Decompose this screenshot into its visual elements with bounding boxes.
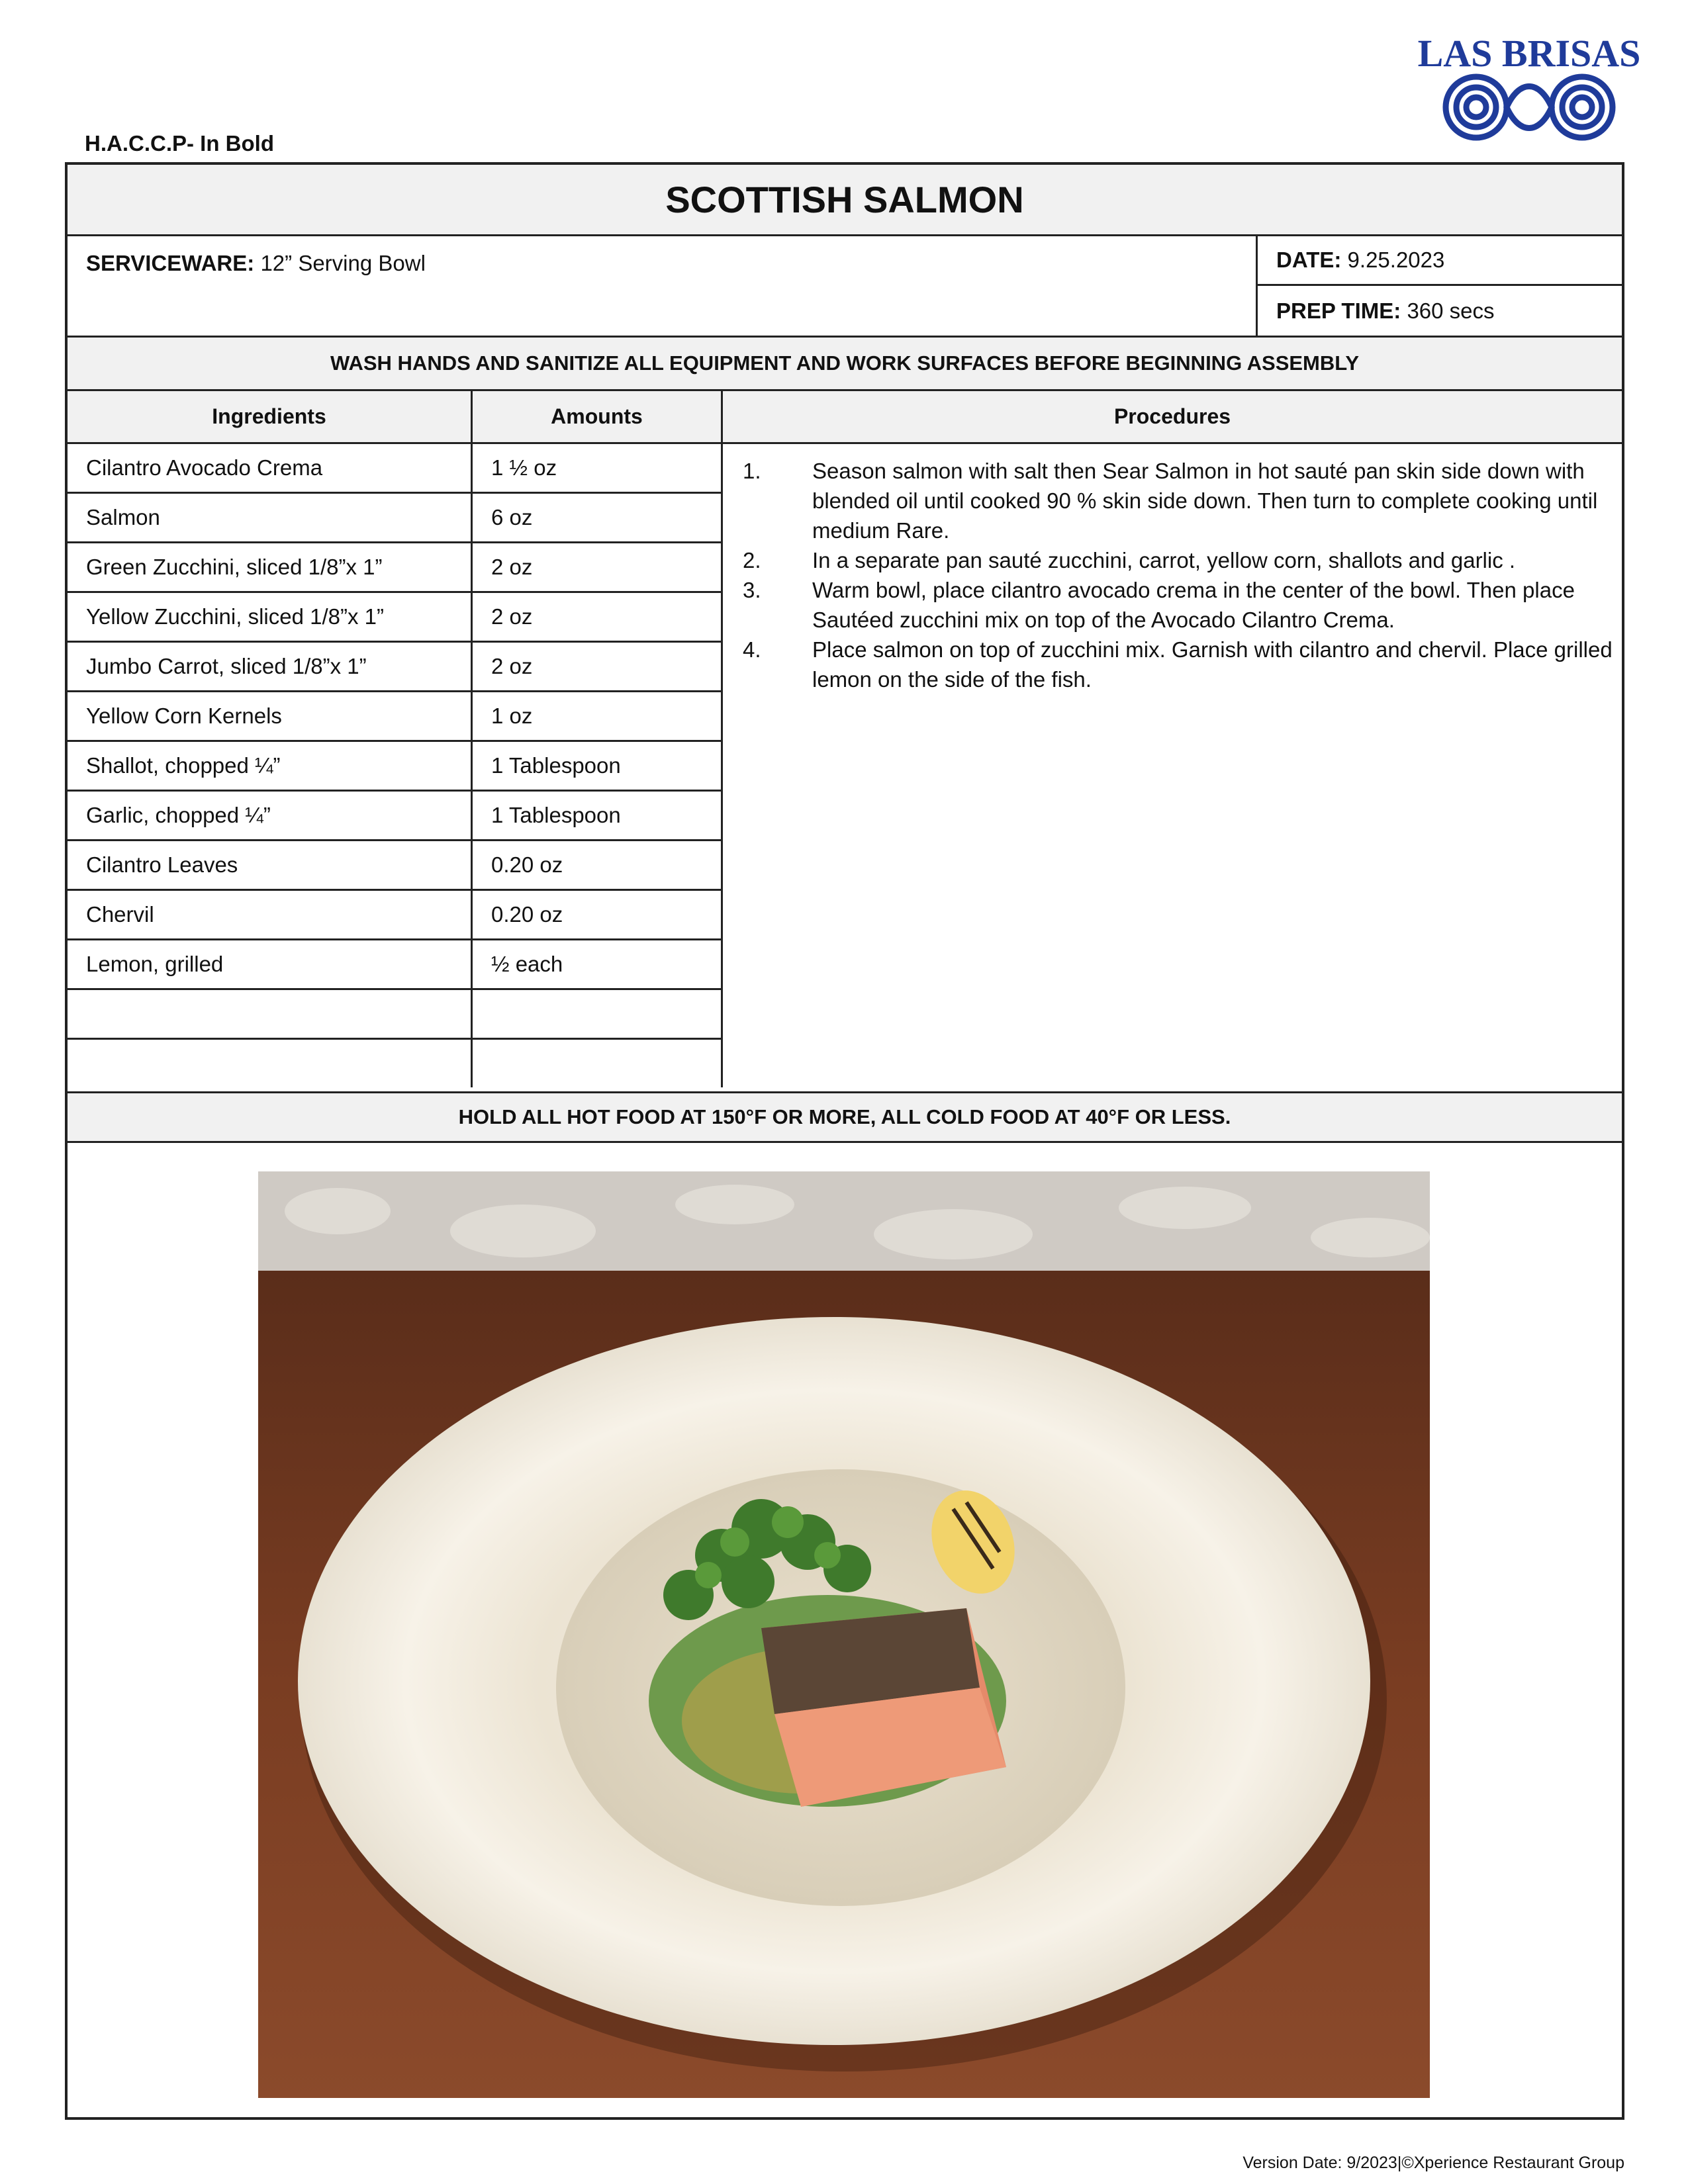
ingredient-amount: 1 Tablespoon bbox=[473, 742, 723, 790]
ingredient-name: Cilantro Avocado Crema bbox=[68, 444, 473, 492]
ingredient-amount bbox=[473, 990, 723, 1038]
ingredients-table bbox=[68, 444, 723, 1087]
ingredient-name: Green Zucchini, sliced 1/8”x 1” bbox=[68, 543, 473, 591]
version-footer: Version Date: 9/2023|©Xperience Restaurant Group bbox=[1243, 2154, 1624, 2172]
procedure-step bbox=[743, 575, 1656, 635]
table-row-empty bbox=[68, 1040, 723, 1087]
ingredient-name: Shallot, chopped ¼” bbox=[68, 742, 473, 790]
dish-photo bbox=[258, 1171, 1430, 2098]
step-text: Warm bowl, place cilantro avocado crema in the center of the bowl. Then place Sautéed zucchini mix on top of the Avocado Cilantro Crema. bbox=[812, 578, 1575, 632]
ingredient-amount bbox=[473, 1040, 723, 1087]
table-row bbox=[68, 841, 723, 891]
ingredient-amount: 2 oz bbox=[473, 543, 723, 591]
procedures-header: Procedures bbox=[723, 391, 1622, 444]
step-number: 2. bbox=[743, 548, 761, 572]
procedure-step bbox=[743, 456, 1656, 545]
ingredient-amount: 1 oz bbox=[473, 692, 723, 740]
ingredient-name: Yellow Zucchini, sliced 1/8”x 1” bbox=[68, 593, 473, 641]
amounts-header: Amounts bbox=[473, 391, 723, 444]
las-brisas-logo bbox=[1417, 26, 1641, 146]
ingredient-name: Lemon, grilled bbox=[68, 940, 473, 988]
ingredient-name bbox=[68, 990, 473, 1038]
sanitize-notice: WASH HANDS AND SANITIZE ALL EQUIPMENT AND WORK SURFACES BEFORE BEGINNING ASSEMBLY bbox=[68, 336, 1622, 391]
table-row bbox=[68, 792, 723, 841]
haccp-label: H.A.C.C.P- In Bold bbox=[85, 131, 274, 156]
prep-time-cell bbox=[1256, 286, 1622, 336]
logo-waves-icon bbox=[1446, 77, 1613, 138]
ingredient-name: Garlic, chopped ¼” bbox=[68, 792, 473, 839]
ingredient-amount: 1 Tablespoon bbox=[473, 792, 723, 839]
table-row bbox=[68, 543, 723, 593]
ingredients-header: Ingredients bbox=[68, 391, 473, 444]
procedure-step bbox=[743, 545, 1656, 575]
table-row bbox=[68, 593, 723, 643]
table-row bbox=[68, 444, 723, 494]
date-label: DATE: bbox=[1276, 248, 1342, 272]
ingredient-amount: 2 oz bbox=[473, 643, 723, 690]
ingredient-amount: ½ each bbox=[473, 940, 723, 988]
serviceware-value: 12” Serving Bowl bbox=[260, 251, 426, 275]
hold-temperature-notice: HOLD ALL HOT FOOD AT 150°F OR MORE, ALL COLD FOOD AT 40°F OR LESS. bbox=[68, 1091, 1622, 1143]
step-number: 1. bbox=[743, 459, 761, 483]
logo-wordmark: LAS BRISAS bbox=[1417, 32, 1641, 75]
table-row-empty bbox=[68, 990, 723, 1040]
table-row bbox=[68, 891, 723, 940]
ingredient-name: Chervil bbox=[68, 891, 473, 938]
table-row bbox=[68, 692, 723, 742]
prep-time-value: 360 secs bbox=[1407, 298, 1495, 323]
ingredient-name: Yellow Corn Kernels bbox=[68, 692, 473, 740]
step-text: In a separate pan sauté zucchini, carrot, yellow corn, shallots and garlic . bbox=[812, 548, 1516, 572]
procedure-step bbox=[743, 635, 1656, 694]
ingredient-amount: 0.20 oz bbox=[473, 841, 723, 889]
date-value: 9.25.2023 bbox=[1347, 248, 1445, 272]
procedures-list bbox=[743, 456, 1656, 694]
step-number: 4. bbox=[743, 637, 761, 662]
ingredient-name: Jumbo Carrot, sliced 1/8”x 1” bbox=[68, 643, 473, 690]
date-cell bbox=[1256, 236, 1622, 286]
table-row bbox=[68, 742, 723, 792]
table-row bbox=[68, 494, 723, 543]
step-number: 3. bbox=[743, 578, 761, 602]
ingredient-amount: 1 ½ oz bbox=[473, 444, 723, 492]
serviceware-line bbox=[86, 251, 426, 276]
serviceware-label: SERVICEWARE: bbox=[86, 251, 255, 275]
prep-time-label: PREP TIME: bbox=[1276, 298, 1401, 323]
table-row bbox=[68, 643, 723, 692]
ingredient-amount: 6 oz bbox=[473, 494, 723, 541]
table-row bbox=[68, 940, 723, 990]
recipe-title: SCOTTISH SALMON bbox=[68, 165, 1622, 236]
ingredient-name bbox=[68, 1040, 473, 1087]
ingredient-name: Salmon bbox=[68, 494, 473, 541]
ingredient-amount: 2 oz bbox=[473, 593, 723, 641]
step-text: Season salmon with salt then Sear Salmon in hot sauté pan skin side down with blended oil until cooked 90 % skin side down. Then turn to complete cooking until medium Rare. bbox=[812, 459, 1598, 543]
step-text: Place salmon on top of zucchini mix. Garnish with cilantro and chervil. Place grilled lemon on the side of the fish. bbox=[812, 637, 1613, 692]
ingredient-name: Cilantro Leaves bbox=[68, 841, 473, 889]
ingredient-amount: 0.20 oz bbox=[473, 891, 723, 938]
